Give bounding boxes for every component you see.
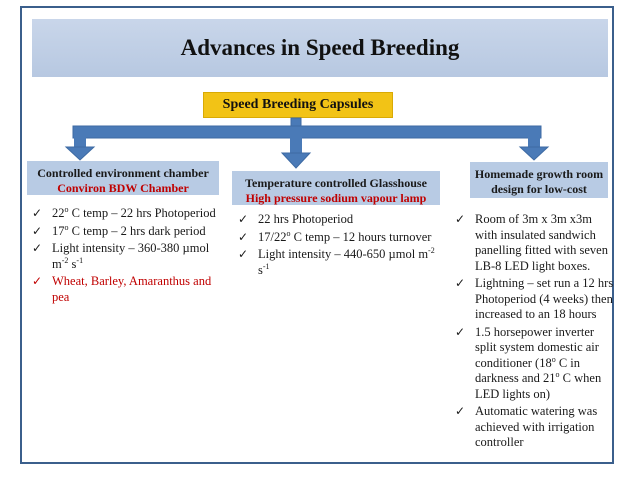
column-box-controlled-environment — [27, 161, 219, 195]
checkmark-icon: ✓ — [238, 247, 249, 261]
list-item-text: 17/22$^o$ C temp – 12 hours turnover — [258, 228, 432, 244]
list-item-text: Room of 3m x 3m x3m with insulated sandwich panelling fitted with seven LB-8 LED light boxes. — [475, 212, 608, 273]
column-heading: Homemade growth room design for low-cost — [474, 167, 604, 196]
column-list-homemade-growth-room — [455, 212, 615, 453]
column-list-controlled-environment — [32, 206, 218, 307]
horizontal-connector — [73, 126, 541, 138]
list-item — [238, 230, 442, 246]
list-item-text: Light intensity – 360-380 µmol $m^{-2}$ $s^{-1}$ — [52, 241, 210, 271]
list-item-text: Wheat, Barley, Amaranthus and pea — [52, 274, 212, 304]
list-item-text: 1.5 horsepower inverter split system domestic air conditioner (18$^o$ C in darkness and 21$^o$ C when LED lights on) — [475, 324, 602, 401]
list-item-text: 17$^o$ C temp – 2 hrs dark period — [52, 222, 206, 238]
checkmark-icon: ✓ — [32, 241, 43, 255]
column-subheading: Conviron BDW Chamber — [57, 181, 189, 195]
list-item-text: Lightning – set run a 12 hrs Photoperiod (4 weeks) then increased to an 18 hours — [475, 276, 614, 321]
list-item — [455, 276, 615, 323]
checkmark-icon: ✓ — [455, 404, 466, 418]
arrow-middle — [282, 136, 310, 168]
list-item — [32, 241, 218, 272]
list-item-text: 22 hrs Photoperiod — [258, 212, 354, 226]
checkmark-icon: ✓ — [238, 229, 249, 244]
list-item-text: Light intensity – 440-650 µmol $m^{-2}$ $s^{-1}$ — [258, 245, 435, 277]
column-heading: Temperature controlled Glasshouse — [245, 176, 427, 190]
root-node: Speed Breeding Capsules — [203, 92, 393, 118]
list-item — [238, 247, 442, 278]
checkmark-icon: ✓ — [32, 274, 43, 288]
list-item-text: 22$^o$ C temp – 22 hrs Photoperiod — [52, 204, 216, 220]
checkmark-icon: ✓ — [238, 212, 249, 226]
checkmark-icon: ✓ — [32, 206, 43, 220]
list-item — [32, 224, 218, 240]
list-item — [238, 212, 442, 228]
checkmark-icon: ✓ — [32, 223, 43, 238]
arrow-right — [520, 136, 548, 160]
column-box-homemade-growth-room — [470, 162, 608, 198]
list-item — [455, 212, 615, 274]
list-item — [32, 274, 218, 305]
list-item — [32, 206, 218, 222]
list-item — [455, 325, 615, 403]
list-item — [455, 404, 615, 451]
checkmark-icon: ✓ — [455, 212, 466, 226]
column-box-glasshouse — [232, 171, 440, 205]
column-heading: Controlled environment chamber — [37, 166, 209, 180]
column-subheading: High pressure sodium vapour lamp — [245, 191, 427, 205]
slide-title: Advances in Speed Breeding — [180, 35, 460, 60]
column-list-glasshouse — [238, 212, 442, 280]
checkmark-icon: ✓ — [455, 276, 466, 290]
arrow-left — [66, 136, 94, 160]
checkmark-icon: ✓ — [455, 324, 466, 339]
list-item-text: Automatic watering was achieved with irrigation controller — [475, 404, 598, 449]
